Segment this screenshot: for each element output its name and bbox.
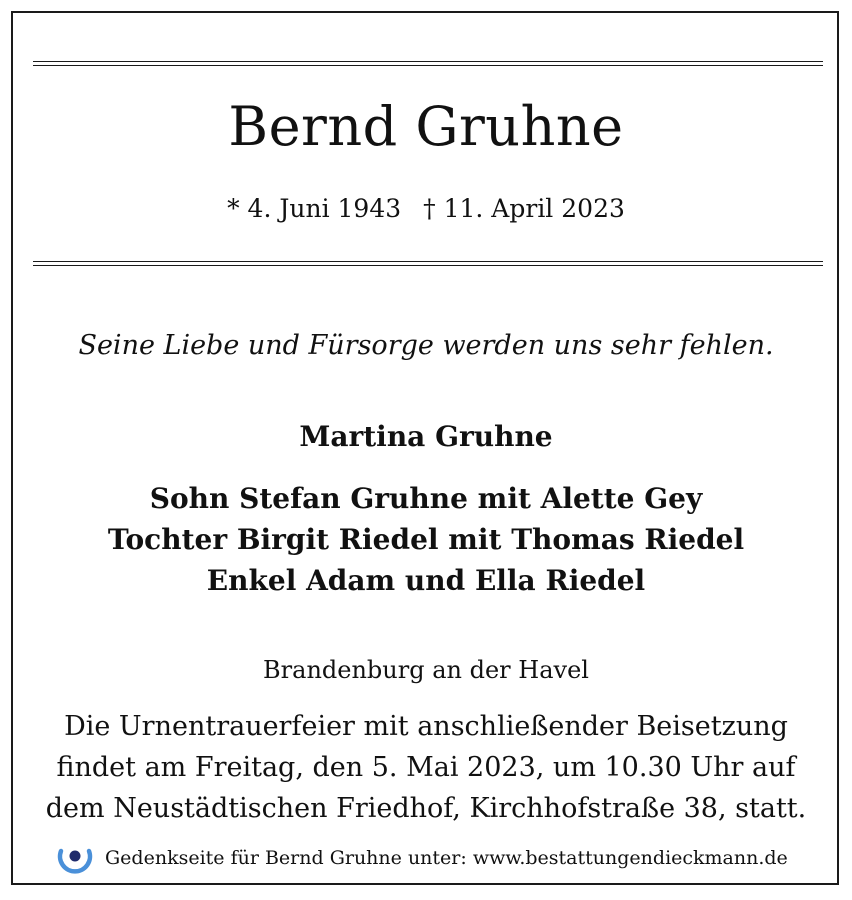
ceremony-line: findet am Freitag, den 5. Mai 2023, um 10.30 Uhr auf	[56, 752, 796, 783]
memorial-page-footer	[55, 838, 788, 878]
primary-mourner: Martina Gruhne	[299, 420, 553, 453]
family-line: Sohn Stefan Gruhne mit Alette Gey	[149, 482, 703, 515]
family-list	[0, 478, 852, 601]
memorial-page-link[interactable]: Gedenkseite für Bernd Gruhne unter: www.bestattungendieckmann.de	[105, 847, 788, 869]
bottom-double-rule	[33, 261, 823, 266]
family-line: Tochter Birgit Riedel mit Thomas Riedel	[107, 523, 745, 556]
place-name: Brandenburg an der Havel	[263, 656, 589, 684]
memorial-quote: Seine Liebe und Fürsorge werden uns sehr fehlen.	[78, 330, 774, 361]
family-line: Enkel Adam und Ella Riedel	[206, 564, 646, 597]
ceremony-line: dem Neustädtischen Friedhof, Kirchhofstraße 38, statt.	[45, 793, 807, 824]
top-double-rule	[33, 61, 823, 66]
deceased-name: Bernd Gruhne	[228, 95, 624, 158]
ceremony-line: Die Urnentrauerfeier mit anschließender Beisetzung	[64, 711, 788, 742]
birth-date: * 4. Juni 1943	[227, 194, 402, 223]
ceremony-details	[0, 706, 852, 829]
death-date: † 11. April 2023	[423, 194, 625, 223]
memorial-logo-icon	[55, 838, 95, 878]
life-dates	[0, 192, 852, 226]
